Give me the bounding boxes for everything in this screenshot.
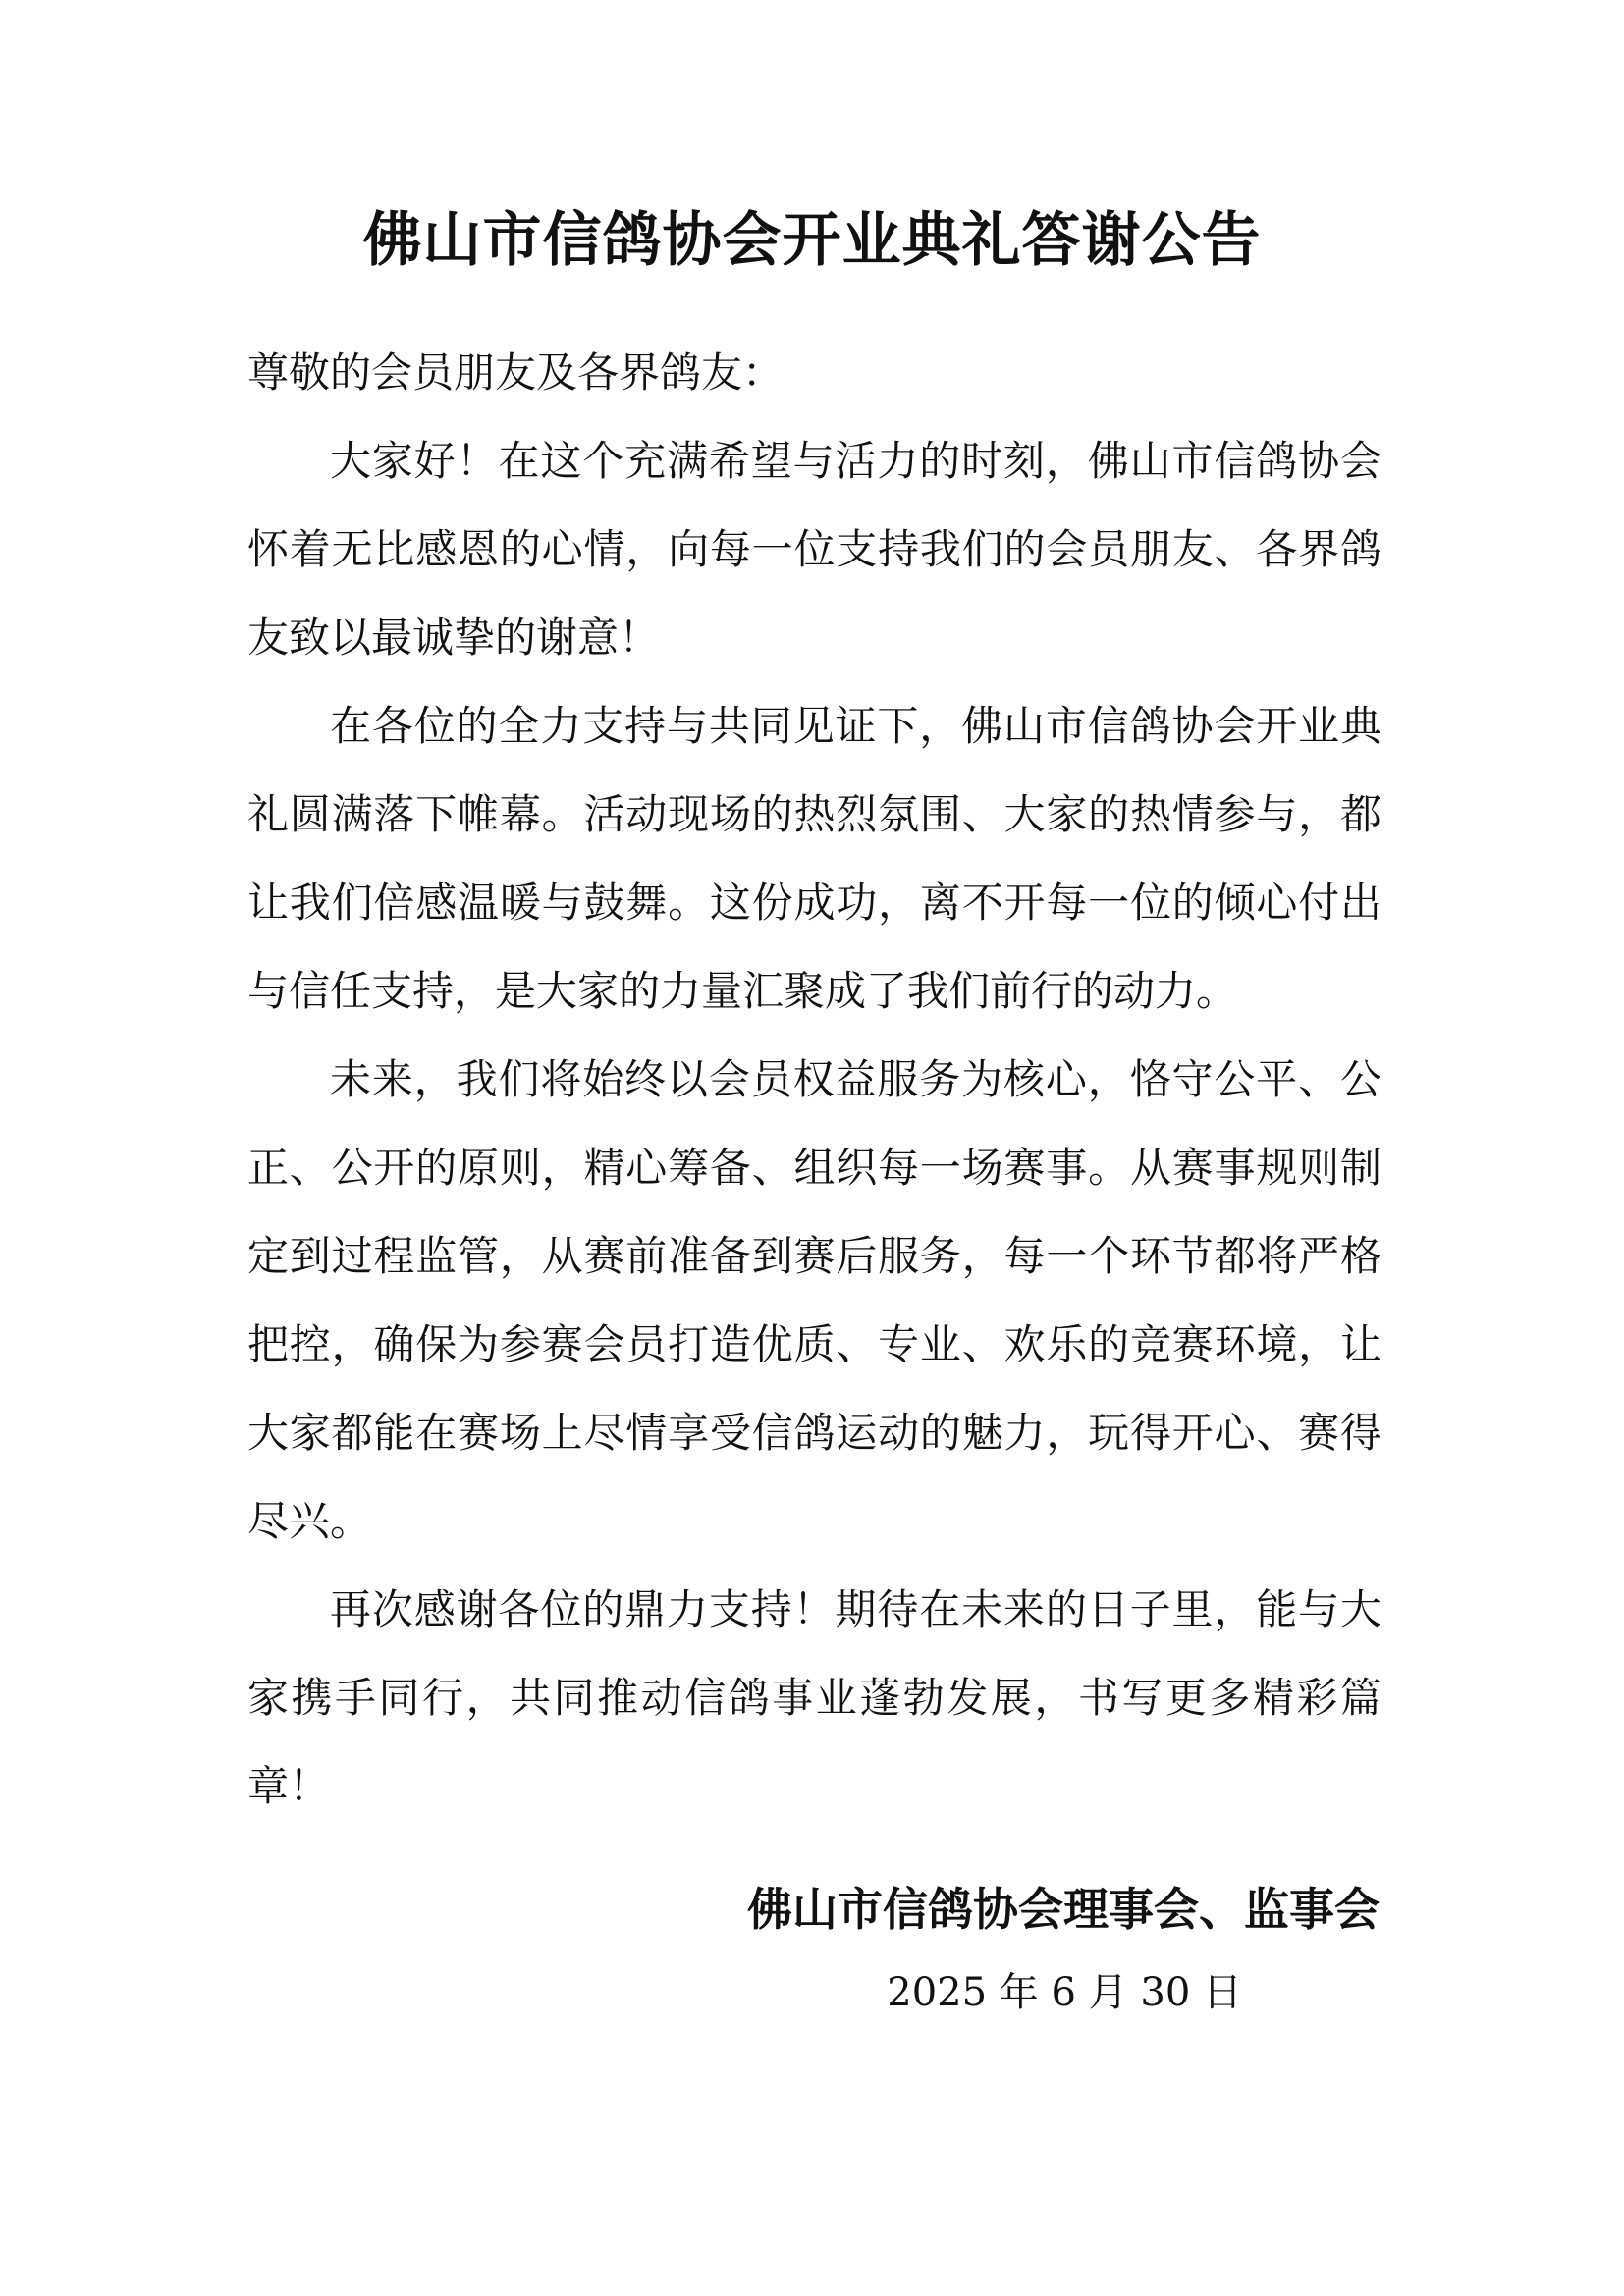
paragraph-ceremony: 在各位的全力支持与共同见证下，佛山市信鸽协会开业典礼圆满落下帷幕。活动现场的热烈氛围、大家的热情参与，都让我们倍感温暖与鼓舞。这份成功，离不开每一位的倾心付出与信任支持，是大家的力量汇聚成了我们前行的动力。	[247, 702, 1381, 1015]
paragraph-future: 未来，我们将始终以会员权益服务为核心，恪守公平、公正、公开的原则，精心筹备、组织每一场赛事。从赛事规则制定到过程监管，从赛前准备到赛后服务，每一个环节都将严格把控，确保为参赛会员打造优质、专业、欢乐的竞赛环境，让大家都能在赛场上尽情享受信鸽运动的魅力，玩得开心、赛得尽兴。	[247, 1055, 1381, 1545]
salutation: 尊敬的会员朋友及各界鸽友：	[247, 348, 785, 397]
document-body	[247, 329, 1381, 1831]
paragraph-thanks: 再次感谢各位的鼎力支持！期待在未来的日子里，能与大家携手同行，共同推动信鸽事业蓬勃发展，书写更多精彩篇章！	[247, 1585, 1381, 1810]
document-title: 佛山市信鸽协会开业典礼答谢公告	[362, 206, 1262, 275]
signature-date: 2025 年 6 月 30 日	[887, 1970, 1242, 2015]
paragraph-greeting: 大家好！在这个充满希望与活力的时刻，佛山市信鸽协会怀着无比感恩的心情，向每一位支持我们的会员朋友、各界鸽友致以最诚挚的谢意！	[247, 437, 1381, 662]
signature-organization: 佛山市信鸽协会理事会、监事会	[747, 1883, 1380, 1936]
